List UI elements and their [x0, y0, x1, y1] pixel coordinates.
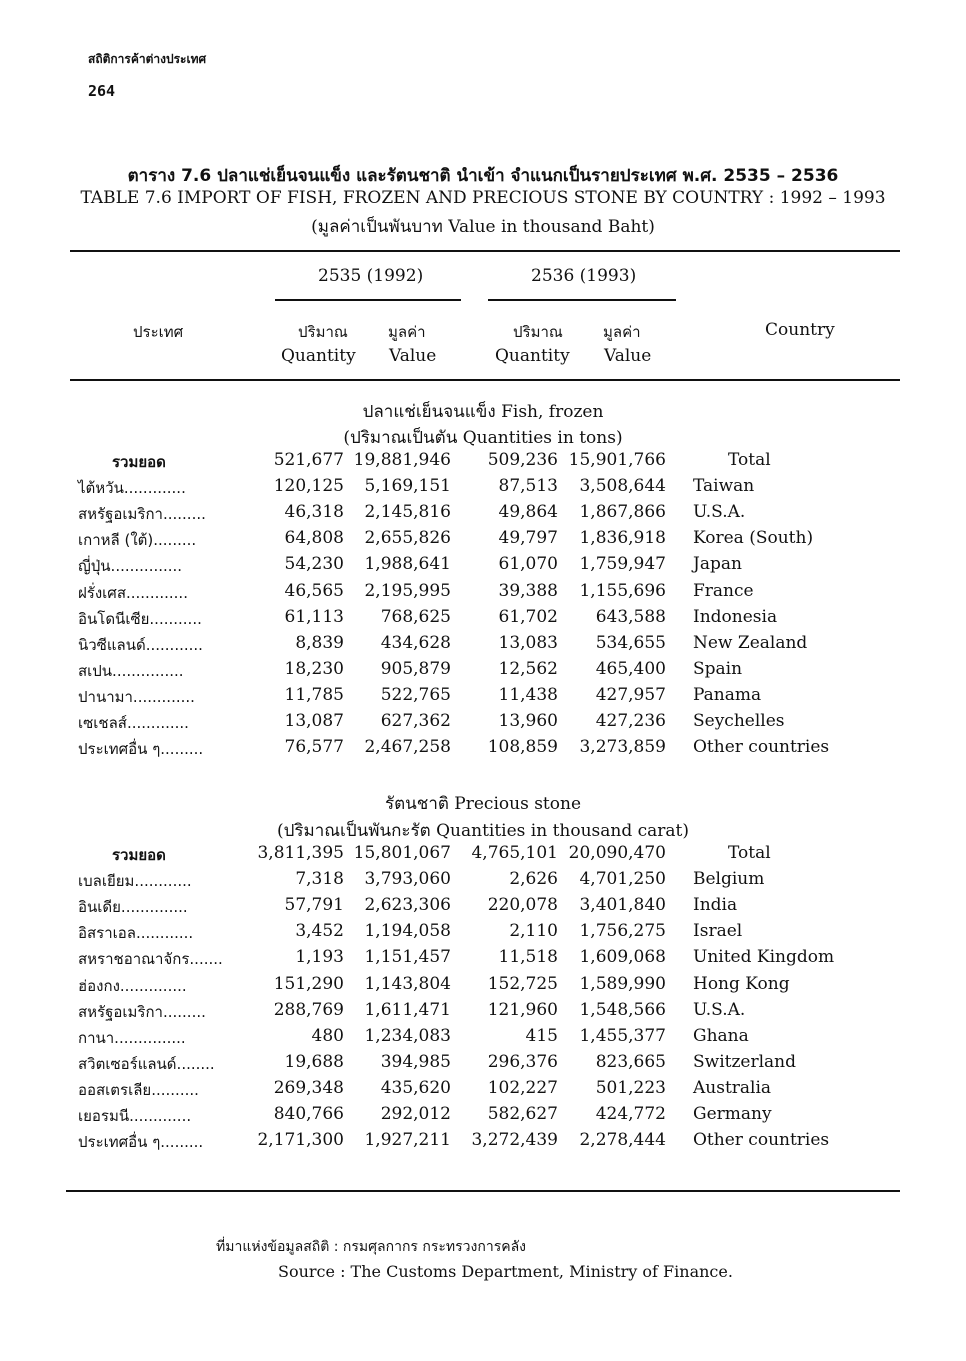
quantity-1993: 39,388 [498, 580, 558, 601]
quantity-1992: 7,318 [295, 869, 344, 890]
year-1993-header: 2536 (1993) [531, 266, 637, 286]
quantity-1993: 220,078 [487, 895, 558, 916]
value-1993: 424,772 [595, 1104, 666, 1124]
country-name-thai: เบลเยียม............ [78, 872, 192, 891]
table-title-english: TABLE 7.6 IMPORT OF FISH, FROZEN AND PRECIOUS STONE BY COUNTRY : 1992 – 1993 [80, 188, 886, 208]
value-1993: 15,901,766 [568, 450, 666, 470]
table-top-rule [70, 250, 900, 252]
quantity-1992: 11,785 [284, 684, 344, 705]
qty-en-header-1993: Quantity [495, 346, 570, 366]
country-name-thai: รวมยอด [112, 453, 166, 471]
country-name-english: Total [728, 450, 771, 470]
table-row [0, 554, 966, 580]
quantity-1993: 13,083 [498, 632, 558, 653]
table-row [0, 895, 966, 921]
value-1992: 1,611,471 [364, 999, 451, 1020]
value-1993: 1,836,918 [579, 528, 666, 549]
quantity-1993: 87,513 [498, 476, 558, 497]
quantity-1993: 61,702 [498, 606, 558, 627]
value-1993: 823,665 [595, 1051, 666, 1072]
quantity-1993: 415 [525, 1025, 558, 1046]
quantity-1992: 521,677 [273, 450, 344, 470]
value-1992: 434,628 [380, 632, 451, 653]
country-name-thai: สหรัฐอเมริกา......... [78, 505, 206, 524]
year-1992-rule [275, 299, 461, 301]
country-name-english: Israel [693, 921, 743, 942]
quantity-1993: 2,110 [509, 921, 558, 942]
country-name-thai: ประเทศอื่น ๆ......... [78, 740, 204, 759]
value-1992: 15,801,067 [353, 843, 451, 863]
country-name-thai: สหราชอาณาจักร....... [78, 950, 223, 969]
table-row [0, 1000, 966, 1026]
value-1993: 534,655 [595, 632, 666, 653]
val-en-header-1993: Value [604, 346, 652, 366]
country-name-thai: ฝรั่งเศส............. [78, 583, 188, 602]
qty-thai-header-1992: ปริมาณ [298, 323, 348, 341]
value-1993: 3,273,859 [579, 737, 666, 758]
quantity-1993: 12,562 [498, 658, 558, 679]
country-name-english: U.S.A. [693, 502, 746, 523]
country-name-thai: อินโดนีเซีย........... [78, 609, 202, 628]
quantity-1992: 57,791 [284, 895, 344, 916]
value-1993: 1,455,377 [579, 1025, 666, 1046]
source-thai: ที่มาแห่งข้อมูลสถิติ : กรมศุลกากร กระทรวงการคลัง [216, 1239, 526, 1255]
quantity-1992: 3,811,395 [257, 843, 344, 863]
country-name-english: Panama [693, 684, 762, 705]
country-name-thai: ประเทศอื่น ๆ......... [78, 1133, 204, 1152]
table-title-thai: ตาราง 7.6 ปลาแช่เย็นจนแข็ง และรัตนชาติ นำเข้า จำแนกเป็นรายประเทศ พ.ศ. 2535 – 2536 [127, 166, 839, 186]
table-row [0, 1130, 966, 1156]
country-name-english: Belgium [693, 869, 765, 890]
country-name-thai: ปานามา............. [78, 687, 195, 706]
quantity-1993: 121,960 [487, 999, 558, 1020]
country-name-english: Total [728, 843, 771, 863]
value-1993: 4,701,250 [579, 869, 666, 890]
value-1992: 522,765 [380, 684, 451, 705]
quantity-1993: 296,376 [487, 1051, 558, 1072]
table-row [0, 502, 966, 528]
quantity-1993: 4,765,101 [471, 843, 558, 863]
quantity-1993: 49,864 [498, 502, 558, 523]
value-1992: 905,879 [380, 658, 451, 679]
country-name-thai: ญี่ปุ่น............... [78, 557, 183, 576]
country-name-thai: รวมยอด [112, 846, 166, 864]
quantity-1993: 2,626 [509, 869, 558, 890]
country-name-english: U.S.A. [693, 999, 746, 1020]
qty-en-header-1992: Quantity [281, 346, 356, 366]
value-1993: 3,401,840 [579, 895, 666, 916]
header-bottom-rule [70, 379, 900, 381]
table-bottom-rule [66, 1190, 900, 1192]
value-1993: 501,223 [595, 1077, 666, 1098]
value-1992: 394,985 [380, 1051, 451, 1072]
value-1992: 2,195,995 [364, 580, 451, 601]
quantity-1992: 2,171,300 [257, 1130, 344, 1151]
value-1992: 1,151,457 [364, 947, 451, 968]
country-name-english: Hong Kong [693, 973, 790, 994]
country-name-english: France [693, 580, 754, 601]
quantity-1992: 269,348 [273, 1077, 344, 1098]
country-name-english: New Zealand [693, 632, 808, 653]
value-1993: 1,867,866 [579, 502, 666, 523]
val-thai-header-1993: มูลค่า [603, 323, 641, 341]
value-1992: 19,881,946 [353, 450, 451, 470]
page-number: 264 [88, 82, 116, 100]
quantity-1992: 840,766 [273, 1104, 344, 1124]
quantity-1992: 288,769 [273, 999, 344, 1020]
quantity-1992: 1,193 [295, 947, 344, 968]
country-name-thai: สเปน............... [78, 661, 184, 680]
value-1993: 1,155,696 [579, 580, 666, 601]
quantity-1992: 76,577 [284, 737, 344, 758]
value-1993: 427,236 [595, 711, 666, 731]
country-name-english: Ghana [693, 1025, 749, 1046]
table-row [0, 947, 966, 973]
fish-section-unit: (ปริมาณเป็นตัน Quantities in tons) [343, 428, 623, 448]
country-name-english: Germany [693, 1104, 772, 1124]
value-1992: 435,620 [380, 1077, 451, 1098]
value-1992: 1,234,083 [364, 1025, 451, 1046]
val-en-header-1992: Value [389, 346, 437, 366]
country-name-thai: เซเชลส์............. [78, 714, 189, 732]
table-row [0, 921, 966, 947]
table-value-unit: (มูลค่าเป็นพันบาท Value in thousand Baht) [311, 217, 655, 237]
country-name-english: United Kingdom [693, 947, 835, 968]
val-thai-header-1992: มูลค่า [388, 323, 426, 341]
year-1993-rule [488, 299, 676, 301]
quantity-1993: 61,070 [498, 554, 558, 575]
table-row [0, 685, 966, 711]
country-name-english: Switzerland [693, 1051, 797, 1072]
fish-section-title: ปลาแช่เย็นจนแข็ง Fish, frozen [362, 402, 604, 422]
country-name-english: Taiwan [693, 476, 755, 497]
year-1992-header: 2535 (1992) [318, 266, 424, 286]
table-row [0, 1052, 966, 1078]
quantity-1993: 11,518 [498, 947, 558, 968]
quantity-1992: 46,565 [284, 580, 344, 601]
quantity-1992: 64,808 [284, 528, 344, 549]
country-name-thai: สหรัฐอเมริกา......... [78, 1002, 206, 1021]
table-row [0, 633, 966, 659]
country-name-english: Australia [693, 1077, 772, 1098]
value-1992: 2,655,826 [364, 528, 451, 549]
value-1992: 768,625 [380, 606, 451, 627]
table-row [0, 581, 966, 607]
table-row [0, 659, 966, 685]
value-1992: 3,793,060 [364, 869, 451, 890]
quantity-1993: 11,438 [498, 684, 558, 705]
value-1993: 1,756,275 [579, 921, 666, 942]
value-1992: 2,623,306 [364, 895, 451, 916]
publication-category: สถิติการค้าต่างประเทศ [88, 52, 207, 66]
quantity-1993: 108,859 [487, 737, 558, 758]
quantity-1992: 61,113 [284, 606, 344, 627]
table-row [0, 607, 966, 633]
stone-section-title: รัตนชาติ Precious stone [384, 794, 581, 814]
country-name-thai: กานา............... [78, 1028, 186, 1047]
table-row [0, 528, 966, 554]
table-row [0, 711, 966, 737]
value-1992: 1,927,211 [364, 1130, 451, 1151]
quantity-1993: 152,725 [487, 973, 558, 994]
quantity-1992: 151,290 [273, 973, 344, 994]
value-1993: 20,090,470 [568, 843, 666, 863]
value-1993: 3,508,644 [579, 476, 666, 497]
quantity-1992: 120,125 [273, 476, 344, 497]
country-name-english: Other countries [693, 737, 830, 758]
table-row [0, 869, 966, 895]
value-1992: 2,145,816 [364, 502, 451, 523]
country-name-thai: อิสราเอล............ [78, 924, 194, 943]
value-1993: 1,589,990 [579, 973, 666, 994]
stone-total-row [0, 843, 966, 869]
value-1992: 1,143,804 [364, 973, 451, 994]
source-english: Source : The Customs Department, Ministry of Finance. [278, 1262, 733, 1281]
value-1992: 2,467,258 [364, 737, 451, 758]
qty-thai-header-1993: ปริมาณ [513, 323, 563, 341]
value-1992: 1,194,058 [364, 921, 451, 942]
quantity-1992: 13,087 [284, 711, 344, 731]
quantity-1993: 3,272,439 [471, 1130, 558, 1151]
value-1993: 465,400 [595, 658, 666, 679]
value-1993: 1,548,566 [579, 999, 666, 1020]
table-row [0, 1104, 966, 1130]
country-thai-header: ประเทศ [133, 323, 184, 341]
table-row [0, 1078, 966, 1104]
country-name-english: India [693, 895, 738, 916]
value-1992: 627,362 [380, 711, 451, 731]
value-1993: 2,278,444 [579, 1130, 666, 1151]
country-name-english: Seychelles [693, 711, 785, 731]
quantity-1992: 54,230 [284, 554, 344, 575]
value-1993: 643,588 [595, 606, 666, 627]
quantity-1992: 480 [311, 1025, 344, 1046]
quantity-1992: 18,230 [284, 658, 344, 679]
value-1992: 1,988,641 [364, 554, 451, 575]
quantity-1993: 102,227 [487, 1077, 558, 1098]
table-row [0, 1026, 966, 1052]
country-name-english: Indonesia [693, 606, 778, 627]
country-name-thai: สวิตเซอร์แลนด์........ [78, 1054, 215, 1073]
value-1992: 5,169,151 [364, 476, 451, 497]
country-name-thai: เกาหลี (ใต้)......... [78, 531, 197, 550]
quantity-1992: 8,839 [295, 632, 344, 653]
fish-total-row [0, 450, 966, 476]
value-1993: 1,759,947 [579, 554, 666, 575]
country-name-thai: ออสเตรเลีย.......... [78, 1080, 199, 1099]
table-row [0, 737, 966, 763]
quantity-1993: 509,236 [487, 450, 558, 470]
country-name-english: Korea (South) [693, 528, 814, 549]
value-1993: 427,957 [595, 684, 666, 705]
country-name-english: Japan [693, 554, 742, 575]
country-en-header: Country [765, 320, 835, 340]
country-name-thai: เยอรมนี............. [78, 1107, 192, 1125]
quantity-1993: 13,960 [498, 711, 558, 731]
country-name-thai: ไต้หวัน............. [78, 479, 186, 498]
quantity-1992: 19,688 [284, 1051, 344, 1072]
country-name-english: Other countries [693, 1130, 830, 1151]
country-name-thai: นิวซีแลนด์............ [78, 635, 203, 654]
country-name-thai: ฮ่องกง.............. [78, 976, 187, 995]
stone-section-unit: (ปริมาณเป็นพันกะรัต Quantities in thousand carat) [276, 821, 690, 841]
country-name-english: Spain [693, 658, 743, 679]
country-name-thai: อินเดีย.............. [78, 898, 188, 917]
table-row [0, 974, 966, 1000]
quantity-1992: 46,318 [284, 502, 344, 523]
value-1993: 1,609,068 [579, 947, 666, 968]
quantity-1992: 3,452 [295, 921, 344, 942]
quantity-1993: 49,797 [498, 528, 558, 549]
table-row [0, 476, 966, 502]
value-1992: 292,012 [380, 1104, 451, 1124]
quantity-1993: 582,627 [487, 1104, 558, 1124]
